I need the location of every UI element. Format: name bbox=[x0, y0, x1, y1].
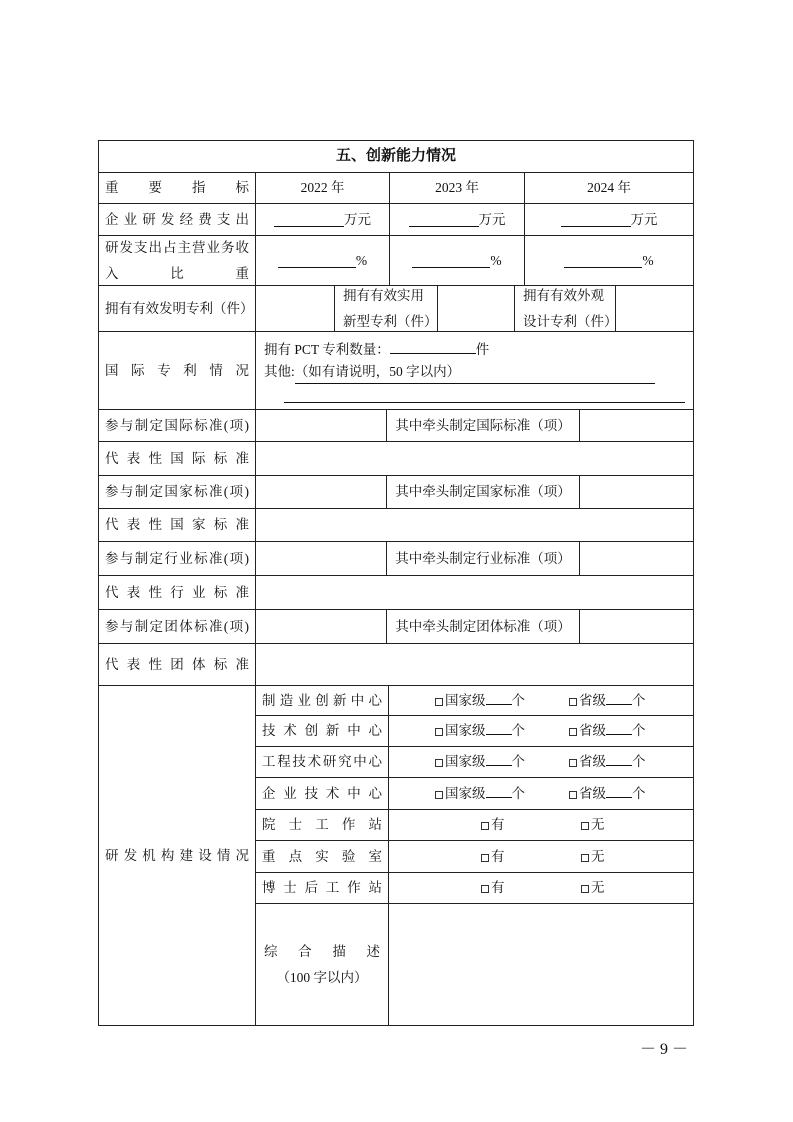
provincial-label: 省级 bbox=[579, 723, 606, 739]
invention-patent-label bbox=[98, 285, 256, 332]
fill-blank[interactable] bbox=[390, 339, 476, 354]
label-text: 参与制定团体标准(项) bbox=[105, 618, 249, 634]
standard-part-input[interactable] bbox=[255, 409, 387, 442]
standard-rep-input[interactable] bbox=[255, 441, 694, 476]
checkbox-icon[interactable] bbox=[435, 728, 443, 736]
unit: 万元 bbox=[344, 211, 371, 227]
unit: 个 bbox=[632, 785, 646, 801]
provincial-label: 省级 bbox=[579, 754, 606, 770]
label-text: 技术创新中心 bbox=[262, 723, 382, 739]
institution-label bbox=[255, 777, 389, 810]
design-patent-input[interactable] bbox=[615, 285, 694, 332]
label-text: 其中牵头制定团体标准（项） bbox=[395, 618, 571, 634]
label-text: 代表性团体标准 bbox=[105, 656, 249, 672]
summary-label bbox=[255, 903, 389, 1026]
label-text: 企业技术中心 bbox=[262, 785, 382, 801]
fill-blank[interactable] bbox=[561, 212, 631, 227]
label-text: 拥有有效发明专利（件） bbox=[105, 300, 254, 316]
standard-lead-label bbox=[386, 609, 580, 644]
label-text: 代表性国际标准 bbox=[105, 450, 249, 466]
standard-rep-label bbox=[98, 575, 256, 610]
intl-patent-label bbox=[98, 331, 256, 410]
unit: 个 bbox=[632, 754, 646, 770]
label-text: 拥有有效实用新型专利（件） bbox=[343, 287, 438, 329]
label-text: 参与制定国际标准(项) bbox=[105, 417, 249, 433]
label-text: 制造业创新中心 bbox=[262, 692, 382, 708]
intl-patent-content[interactable] bbox=[255, 331, 694, 410]
national-label: 国家级 bbox=[445, 723, 486, 739]
unit: % bbox=[355, 252, 368, 268]
fill-blank[interactable] bbox=[412, 253, 490, 268]
yes-label: 有 bbox=[491, 817, 505, 833]
no-label: 无 bbox=[591, 848, 605, 864]
institution-level-options[interactable] bbox=[388, 685, 694, 716]
institution-yesno-options[interactable] bbox=[388, 872, 694, 904]
rd-expense-input[interactable] bbox=[389, 203, 525, 236]
unit: 个 bbox=[511, 754, 525, 770]
other-hint: （如有请说明，50 字以内） bbox=[294, 363, 461, 379]
label-text: 代表性行业标准 bbox=[105, 584, 249, 600]
institution-level-options[interactable] bbox=[388, 777, 694, 810]
invention-patent-input[interactable] bbox=[255, 285, 335, 332]
design-patent-label bbox=[514, 285, 616, 332]
institution-label bbox=[255, 872, 389, 904]
checkbox-icon[interactable] bbox=[481, 854, 489, 862]
institution-yesno-options[interactable] bbox=[388, 809, 694, 841]
checkbox-icon[interactable] bbox=[581, 885, 589, 893]
fill-blank[interactable] bbox=[606, 783, 632, 798]
unit: 个 bbox=[511, 785, 525, 801]
label-text: 2023 年 bbox=[435, 180, 479, 196]
provincial-label: 省级 bbox=[579, 785, 606, 801]
unit: 个 bbox=[511, 723, 525, 739]
checkbox-icon[interactable] bbox=[581, 822, 589, 830]
standard-lead-label bbox=[386, 409, 580, 442]
unit: % bbox=[490, 252, 502, 268]
rd-ratio-input[interactable] bbox=[255, 235, 390, 286]
fill-blank[interactable] bbox=[278, 253, 356, 268]
pct-label: 拥有 PCT 专利数量： bbox=[264, 341, 390, 357]
unit: 件 bbox=[475, 341, 490, 357]
standard-rep-label bbox=[98, 441, 256, 476]
label-text: 参与制定国家标准(项) bbox=[105, 484, 249, 500]
yes-label: 有 bbox=[491, 848, 505, 864]
standard-rep-input[interactable] bbox=[255, 575, 694, 610]
standard-lead-label bbox=[386, 541, 580, 576]
header-year bbox=[524, 172, 694, 204]
label-text: 五、创新能力情况 bbox=[335, 148, 456, 165]
standard-part-label bbox=[98, 541, 256, 576]
fill-blank[interactable] bbox=[486, 752, 512, 767]
standard-part-input[interactable] bbox=[255, 541, 387, 576]
utility-patent-input[interactable] bbox=[437, 285, 515, 332]
header-year bbox=[389, 172, 525, 204]
national-label: 国家级 bbox=[445, 754, 486, 770]
unit: 个 bbox=[632, 692, 646, 708]
section-title bbox=[98, 140, 694, 173]
fill-blank[interactable] bbox=[564, 253, 642, 268]
no-label: 无 bbox=[591, 817, 605, 833]
fill-blank[interactable] bbox=[606, 752, 632, 767]
other-input-line2[interactable] bbox=[284, 384, 685, 403]
label-text: 企业研发经费支出 bbox=[105, 211, 249, 227]
yes-label: 有 bbox=[491, 880, 505, 896]
checkbox-icon[interactable] bbox=[569, 791, 577, 799]
rd-ratio-input[interactable] bbox=[389, 235, 525, 286]
unit: 万元 bbox=[630, 211, 658, 227]
label-text: 拥有有效外观设计专利（件） bbox=[523, 287, 618, 329]
national-label: 国家级 bbox=[445, 692, 486, 708]
national-label: 国家级 bbox=[445, 785, 486, 801]
header-year bbox=[255, 172, 390, 204]
standard-rep-input[interactable] bbox=[255, 508, 694, 542]
label-text: 其中牵头制定国家标准（项） bbox=[395, 484, 571, 500]
checkbox-icon[interactable] bbox=[581, 854, 589, 862]
checkbox-icon[interactable] bbox=[569, 698, 577, 706]
institution-level-options[interactable] bbox=[388, 715, 694, 747]
fill-blank[interactable] bbox=[486, 721, 512, 736]
rd-institutions-label bbox=[98, 685, 256, 1026]
standard-lead-input[interactable] bbox=[579, 609, 694, 644]
checkbox-icon[interactable] bbox=[435, 698, 443, 706]
rd-expense-input[interactable] bbox=[255, 203, 390, 236]
label-text: 工程技术研究中心 bbox=[262, 754, 382, 770]
other-label: 其他: bbox=[264, 363, 295, 379]
checkbox-icon[interactable] bbox=[569, 728, 577, 736]
label-text: 博士后工作站 bbox=[262, 880, 382, 896]
unit: 万元 bbox=[478, 211, 506, 227]
label-text: 代表性国家标准 bbox=[105, 517, 249, 533]
page-number: － 9 － bbox=[640, 1041, 689, 1058]
label-text: 其中牵头制定国际标准（项） bbox=[395, 417, 571, 433]
no-label: 无 bbox=[591, 880, 605, 896]
other-input[interactable] bbox=[295, 361, 655, 384]
standard-rep-label bbox=[98, 643, 256, 686]
standard-part-input[interactable] bbox=[255, 609, 387, 644]
label-text: 重要指标 bbox=[105, 180, 249, 196]
fill-blank[interactable] bbox=[486, 690, 512, 705]
label-text: 其中牵头制定行业标准（项） bbox=[395, 550, 571, 566]
checkbox-icon[interactable] bbox=[481, 885, 489, 893]
unit: 个 bbox=[632, 723, 646, 739]
standard-lead-label bbox=[386, 475, 580, 509]
standard-rep-label bbox=[98, 508, 256, 542]
standard-part-label bbox=[98, 609, 256, 644]
institution-label bbox=[255, 715, 389, 747]
provincial-label: 省级 bbox=[579, 692, 606, 708]
checkbox-icon[interactable] bbox=[435, 791, 443, 799]
label-text: 2024 年 bbox=[587, 180, 631, 196]
institution-label bbox=[255, 685, 389, 716]
utility-patent-label bbox=[334, 285, 438, 332]
fill-blank[interactable] bbox=[606, 690, 632, 705]
rd-expense-label bbox=[98, 203, 256, 236]
summary-input[interactable] bbox=[388, 903, 694, 1026]
checkbox-icon[interactable] bbox=[481, 822, 489, 830]
standard-lead-input[interactable] bbox=[579, 409, 694, 442]
standard-lead-input[interactable] bbox=[579, 541, 694, 576]
institution-yesno-options[interactable] bbox=[388, 840, 694, 873]
fill-blank[interactable] bbox=[486, 783, 512, 798]
institution-label bbox=[255, 746, 389, 778]
unit: % bbox=[642, 252, 654, 268]
label-text: 2022 年 bbox=[300, 180, 345, 196]
label-text: 国际专利情况 bbox=[105, 362, 249, 378]
standard-part-label bbox=[98, 409, 256, 442]
rd-ratio-label bbox=[98, 235, 256, 286]
summary-title: 综合描述 bbox=[264, 943, 380, 959]
institution-level-options[interactable] bbox=[388, 746, 694, 778]
label-text: 参与制定行业标准(项) bbox=[105, 550, 249, 566]
fill-blank[interactable] bbox=[409, 212, 479, 227]
rd-expense-input[interactable] bbox=[524, 203, 694, 236]
rd-ratio-input[interactable] bbox=[524, 235, 694, 286]
label-text: 院士工作站 bbox=[262, 817, 382, 833]
fill-blank[interactable] bbox=[274, 212, 344, 227]
unit: 个 bbox=[511, 692, 525, 708]
label-text: 研发支出占主营业务收入比重 bbox=[105, 239, 249, 281]
standard-part-input[interactable] bbox=[255, 475, 387, 509]
institution-label bbox=[255, 809, 389, 841]
header-label bbox=[98, 172, 256, 204]
standard-rep-input[interactable] bbox=[255, 643, 694, 686]
label-text: 研发机构建设情况 bbox=[105, 847, 249, 863]
fill-blank[interactable] bbox=[606, 721, 632, 736]
label-text: 重点实验室 bbox=[262, 848, 382, 864]
checkbox-icon[interactable] bbox=[569, 759, 577, 767]
standard-part-label bbox=[98, 475, 256, 509]
summary-hint: （100 字以内） bbox=[276, 969, 368, 985]
checkbox-icon[interactable] bbox=[435, 759, 443, 767]
standard-lead-input[interactable] bbox=[579, 475, 694, 509]
institution-label bbox=[255, 840, 389, 873]
